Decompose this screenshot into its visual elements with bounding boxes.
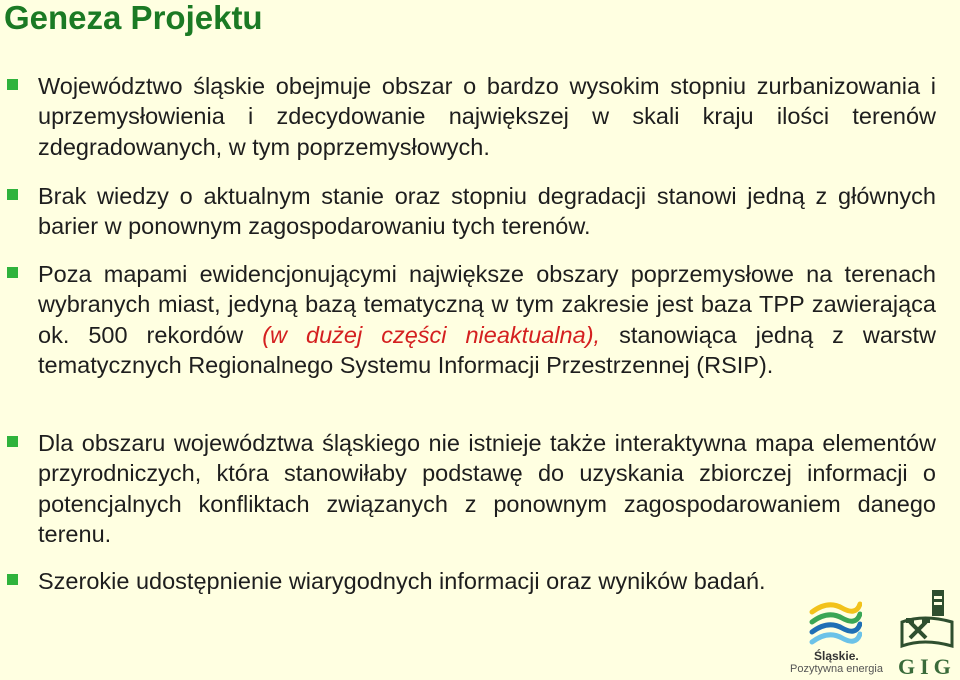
bullet-square-icon [7,574,18,585]
bullet-item [38,71,936,162]
slaskie-waves-icon [808,598,862,648]
bullet-text: Poza mapami ewidencjonującymi największe obszary poprzemysłowe na terenach wybranych miast, jedyną bazą tematyczną w tym zakresie jest baza TPP zawierająca ok. 500 rekordów [38,261,936,348]
bullet-square-icon [7,267,18,278]
bullet-square-icon [7,79,18,90]
bullet-text: Województwo śląskie obejmuje obszar o bardzo wysokim stopniu zurbanizowania i uprzemysłowienia i zdecydowanie największej w skali kraju ilości terenów zdegradowanych, w tym poprzemysłowych. [38,73,936,160]
slaskie-tagline: Pozytywna energia [790,663,883,675]
bullet-item [38,259,936,381]
bullet-text: Brak wiedzy o aktualnym stanie oraz stopniu degradacji stanowi jedną z głównych barier w ponownym zagospodarowaniu tych terenów. [38,183,936,240]
bullet-square-icon [7,189,18,200]
bullet-text: Szerokie udostępnienie wiarygodnych informacji oraz wyników badań. [38,568,766,594]
bullet-item [38,428,936,550]
bullet-item [38,566,936,596]
bullet-text-continued: stanowiąca jedną z warstw tematycznych Regionalnego Systemu Informacji Przestrzennej (RSIP). [38,321,937,379]
gig-emblem-icon [894,588,960,654]
gig-logo [894,588,960,680]
slide-title: Geneza Projektu [4,0,263,36]
bullet-emphasis-text: (w dużej części nieaktualna), [262,321,601,348]
slaskie-logo [786,598,886,680]
bullet-square-icon [7,436,18,447]
gig-name: GIG [898,654,956,679]
bullet-text: Dla obszaru województwa śląskiego nie istnieje także interaktywna mapa elementów przyrodniczych, która stanowiłaby podstawę do uzyskania zbiorczej informacji o potencjalnych konfliktach związanych z ponownym zagospodarowaniem danego terenu. [38,430,936,548]
slaskie-name: Śląskie. [814,649,859,663]
bullet-item [38,181,936,242]
